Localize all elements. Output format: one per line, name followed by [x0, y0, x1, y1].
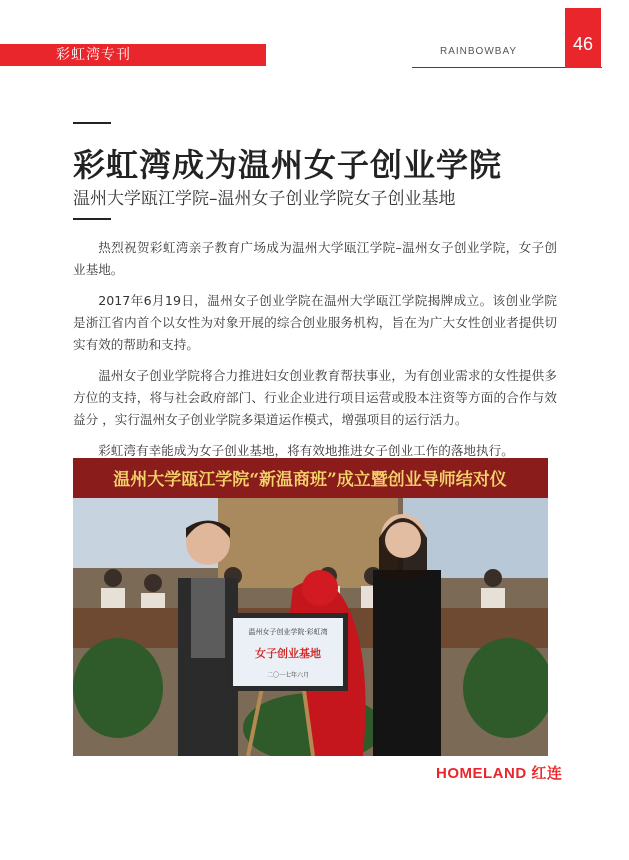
magazine-brand: RAINBOWBAY [440, 46, 518, 57]
plaque-line1: 温州女子创业学院·彩虹湾 [248, 628, 328, 636]
article-title: 彩虹湾成为温州女子创业学院 [73, 146, 503, 184]
paragraph: 2017年6月19日，温州女子创业学院在温州大学瓯江学院揭牌成立。该创业学院是浙江省内首个以女性为对象开展的综合创业服务机构，旨在为广大女性创业者提供切实有效的帮助和支持。 [73, 293, 557, 352]
footer-brand: HOMELAND 红连 [436, 765, 563, 782]
paragraph: 热烈祝贺彩虹湾亲子教育广场成为温州大学瓯江学院–温州女子创业学院，女子创业基地。 [73, 240, 557, 277]
event-photo-illustration [73, 458, 548, 756]
title-rule-bottom [73, 218, 111, 220]
plaque-line2: 女子创业基地 [255, 647, 321, 660]
section-label: 彩虹湾专刊 [56, 47, 131, 63]
title-rule-top [73, 122, 111, 124]
article-subtitle: 温州大学瓯江学院–温州女子创业学院女子创业基地 [73, 189, 456, 209]
paragraph: 彩虹湾有幸能成为女子创业基地，将有效地推进女子创业工作的落地执行。 [98, 443, 514, 458]
plaque-line3: 二〇一七年六月 [266, 672, 310, 679]
paragraph: 温州女子创业学院将合力推进妇女创业教育帮扶事业，为有创业需求的女性提供多方位的支持，将与社会政府部门、行业企业进行项目运营或股本注资等方面的合作与效益分 ，实行温州女子创业学院多渠道运作模式，增强项目的运行活力。 [73, 368, 557, 427]
event-photo [73, 458, 548, 756]
section-header-bar [0, 44, 266, 66]
banner-text: 温州大学瓯江学院“新温商班”成立暨创业导师结对仪 [113, 470, 507, 490]
article-body [73, 237, 557, 471]
page-number: 46 [572, 34, 594, 54]
page-number-tab [565, 8, 601, 68]
